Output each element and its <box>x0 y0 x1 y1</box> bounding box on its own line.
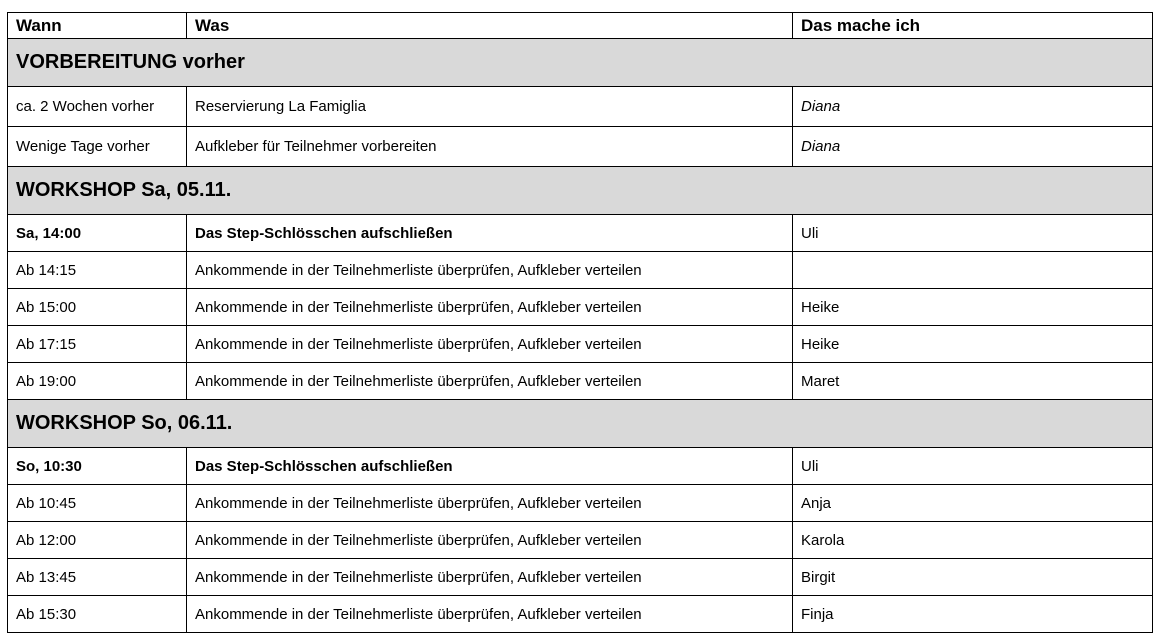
cell-das-mache-ich[interactable]: Maret <box>793 363 1153 400</box>
section-title: VORBEREITUNG vorher <box>8 39 1153 87</box>
cell-das-mache-ich[interactable]: Heike <box>793 326 1153 363</box>
cell-wann: Ab 17:15 <box>8 326 187 363</box>
header-row <box>8 13 1153 39</box>
cell-wann: Sa, 14:00 <box>8 215 187 252</box>
cell-wann: Ab 14:15 <box>8 252 187 289</box>
table-row <box>8 127 1153 167</box>
table-row <box>8 289 1153 326</box>
cell-was: Ankommende in der Teilnehmerliste überprüfen, Aufkleber verteilen <box>187 326 793 363</box>
cell-was: Reservierung La Famiglia <box>187 87 793 127</box>
cell-was: Ankommende in der Teilnehmerliste überprüfen, Aufkleber verteilen <box>187 485 793 522</box>
schedule-table <box>7 12 1153 633</box>
cell-wann: Ab 15:00 <box>8 289 187 326</box>
cell-das-mache-ich[interactable]: Birgit <box>793 559 1153 596</box>
cell-das-mache-ich[interactable]: Anja <box>793 485 1153 522</box>
cell-wann: Ab 15:30 <box>8 596 187 633</box>
cell-wann: Wenige Tage vorher <box>8 127 187 167</box>
table-row <box>8 522 1153 559</box>
table-row <box>8 448 1153 485</box>
header-was: Was <box>187 13 793 39</box>
table-row <box>8 87 1153 127</box>
cell-wann: Ab 13:45 <box>8 559 187 596</box>
section-title: WORKSHOP So, 06.11. <box>8 400 1153 448</box>
cell-wann: Ab 10:45 <box>8 485 187 522</box>
cell-was: Das Step-Schlösschen aufschließen <box>187 215 793 252</box>
header-wann: Wann <box>8 13 187 39</box>
cell-was: Ankommende in der Teilnehmerliste überprüfen, Aufkleber verteilen <box>187 363 793 400</box>
cell-das-mache-ich[interactable]: Finja <box>793 596 1153 633</box>
table-row <box>8 252 1153 289</box>
table-row <box>8 215 1153 252</box>
cell-was: Das Step-Schlösschen aufschließen <box>187 448 793 485</box>
cell-was: Ankommende in der Teilnehmerliste überprüfen, Aufkleber verteilen <box>187 252 793 289</box>
header-das-mache-ich: Das mache ich <box>793 13 1153 39</box>
cell-das-mache-ich[interactable]: Heike <box>793 289 1153 326</box>
cell-das-mache-ich[interactable] <box>793 252 1153 289</box>
table-row <box>8 596 1153 633</box>
table-row <box>8 559 1153 596</box>
cell-was: Ankommende in der Teilnehmerliste überprüfen, Aufkleber verteilen <box>187 559 793 596</box>
cell-was: Ankommende in der Teilnehmerliste überprüfen, Aufkleber verteilen <box>187 289 793 326</box>
cell-was: Aufkleber für Teilnehmer vorbereiten <box>187 127 793 167</box>
cell-das-mache-ich[interactable]: Uli <box>793 215 1153 252</box>
cell-das-mache-ich[interactable]: Diana <box>793 127 1153 167</box>
cell-das-mache-ich[interactable]: Diana <box>793 87 1153 127</box>
cell-das-mache-ich[interactable]: Uli <box>793 448 1153 485</box>
cell-wann: Ab 12:00 <box>8 522 187 559</box>
cell-was: Ankommende in der Teilnehmerliste überprüfen, Aufkleber verteilen <box>187 596 793 633</box>
section-row-workshop-sa <box>8 167 1153 215</box>
section-row-vorbereitung <box>8 39 1153 87</box>
cell-wann: Ab 19:00 <box>8 363 187 400</box>
cell-das-mache-ich[interactable]: Karola <box>793 522 1153 559</box>
table-row <box>8 485 1153 522</box>
cell-was: Ankommende in der Teilnehmerliste überprüfen, Aufkleber verteilen <box>187 522 793 559</box>
section-row-workshop-so <box>8 400 1153 448</box>
cell-wann: So, 10:30 <box>8 448 187 485</box>
table-row <box>8 326 1153 363</box>
section-title: WORKSHOP Sa, 05.11. <box>8 167 1153 215</box>
table-row <box>8 363 1153 400</box>
cell-wann: ca. 2 Wochen vorher <box>8 87 187 127</box>
